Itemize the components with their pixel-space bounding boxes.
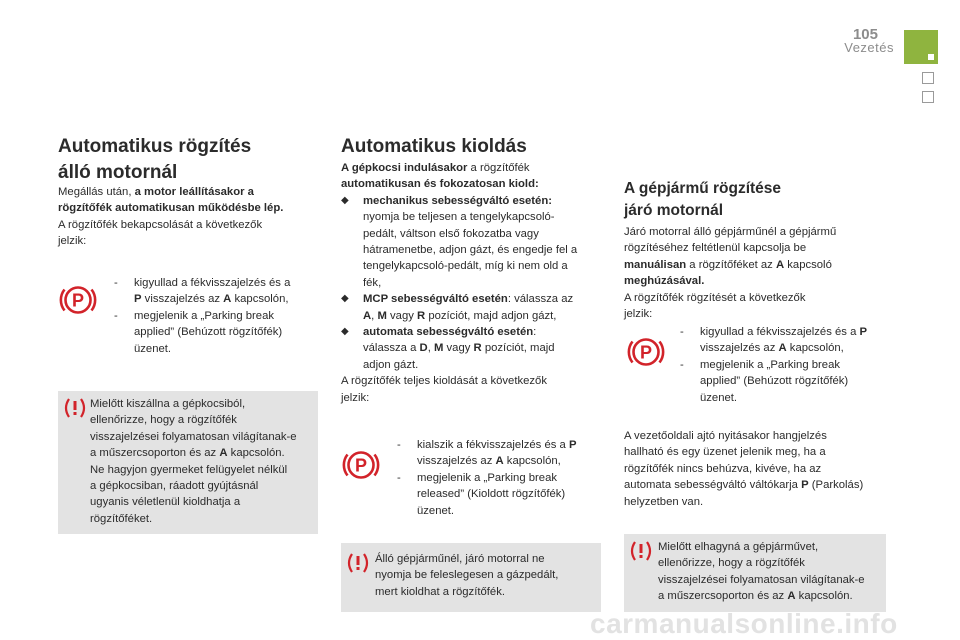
col2-title: Automatikus kioldás xyxy=(341,136,527,157)
col1-intro: Megállás után, a motor leállításakor a rögzítőfék automatikusan működésbe lép. A rögzítőfék bekapcsolását a következők jelzik: xyxy=(58,186,284,248)
warning-icon xyxy=(628,540,654,562)
watermark: carmanualsonline.info xyxy=(590,608,898,639)
warning-icon xyxy=(345,552,371,574)
list-item: - kigyullad a fékvisszajelzés és a P visszajelzés az A kapcsolón, xyxy=(114,277,291,306)
list-item: - megjelenik a „Parking break applied” (Behúzott rögzítőfék) üzenet. xyxy=(114,309,283,355)
parking-brake-icon xyxy=(626,332,666,372)
col1-title: Automatikus rögzítés álló motornál xyxy=(58,136,252,183)
warning-icon xyxy=(62,397,88,419)
col3-intro: Járó motorral álló gépjárműnél a gépjármű rögzítéséhez feltétlenül kapcsolja be manuálisan a rögzítőféket az A kapcsoló meghúzásával. A rögzítőfék rögzítését a következők jelzik: xyxy=(624,226,837,321)
col2-body: A gépkocsi indulásakor a rögzítőfék automatikusan és fokozatosan kiold: ◆ mechanikus sebességváltó esetén: nyomja be teljesen a tengelykapcsoló- pedált, váltson első fokozatba vagy hátramenetbe, adjon gázt, és engedje fel a tengelykapcsoló-pedált, míg ki nem old a fék, ◆ MCP sebességváltó esetén: válassza az A, M vagy R pozíciót, majd adjon gázt, ◆ automata sebességváltó esetén: válassza a D, M vagy R pozíciót, majd adjon gázt. A rögzítőfék teljes kioldását a következők jelzik: xyxy=(341,160,603,406)
page-number: 105 xyxy=(852,26,878,43)
list-item: ◆ MCP sebességváltó esetén: válassza az A, M vagy R pozíciót, majd adjon gázt, xyxy=(341,293,574,322)
col3-door-note: A vezetőoldali ajtó nyitásakor hangjelzés hallható és egy üzenet jelenik meg, ha a rögzítőfék nincs behúzva, kivéve, ha az automata sebességváltó váltókarja P (Parkolás) helyzetben van. xyxy=(624,430,864,508)
parking-brake-icon xyxy=(58,280,98,320)
list-item: - megjelenik a „Parking break applied” (Behúzott rögzítőfék) üzenet. xyxy=(680,358,849,404)
col1-bullets xyxy=(114,275,320,357)
svg-text:P: P xyxy=(639,342,653,363)
nav-square-icon xyxy=(922,72,934,84)
nav-square-icon xyxy=(922,91,934,103)
svg-text:P: P xyxy=(71,290,85,311)
list-item: ◆ automata sebességváltó esetén: válassza a D, M vagy R pozíciót, majd adjon gázt. xyxy=(341,326,555,371)
warning-box: Álló gépjárműnél, járó motorral ne nyomja be feleslegesen a gázpedált, mert kioldhat a rögzítőfék. xyxy=(341,543,601,612)
parking-brake-icon xyxy=(341,445,381,485)
col2-bullets xyxy=(397,437,603,519)
list-item: - kigyullad a fékvisszajelzés és a P visszajelzés az A kapcsolón, xyxy=(680,326,868,355)
col3-title: A gépjármű rögzítése járó motornál xyxy=(624,180,782,219)
chapter-tab xyxy=(904,30,938,64)
chapter-title: Vezetés xyxy=(844,40,894,55)
list-item: - kialszik a fékvisszajelzés és a P visszajelzés az A kapcsolón, xyxy=(397,439,577,468)
warning-box: Mielőtt kiszállna a gépkocsiból, ellenőrizze, hogy a rögzítőfék visszajelzései folyamatosan világítanak-e a műszercsoporton és az A kapcsolón. Ne hagyjon gyermeket felügyelet nélkül a gépkocsiban, ráadott gyújtásnál ugyanis véletlenül kioldhatja a rögzítőféket. xyxy=(58,391,318,534)
warning-box: Mielőtt elhagyná a gépjárművet, ellenőrizze, hogy a rögzítőfék visszajelzései folyamatosan világítanak-e a műszercsoporton és az A kapcsolón. xyxy=(624,534,886,612)
svg-text:P: P xyxy=(354,455,368,476)
list-item: - megjelenik a „Parking break released” (Kioldott rögzítőfék) üzenet. xyxy=(397,471,566,517)
list-item: ◆ mechanikus sebességváltó esetén: nyomja be teljesen a tengelykapcsoló- pedált, váltson első fokozatba vagy hátramenetbe, adjon gázt, és engedje fel a tengelykapcsoló-pedált, míg ki nem old a fék, xyxy=(341,194,578,289)
col3-bullets xyxy=(680,324,886,406)
